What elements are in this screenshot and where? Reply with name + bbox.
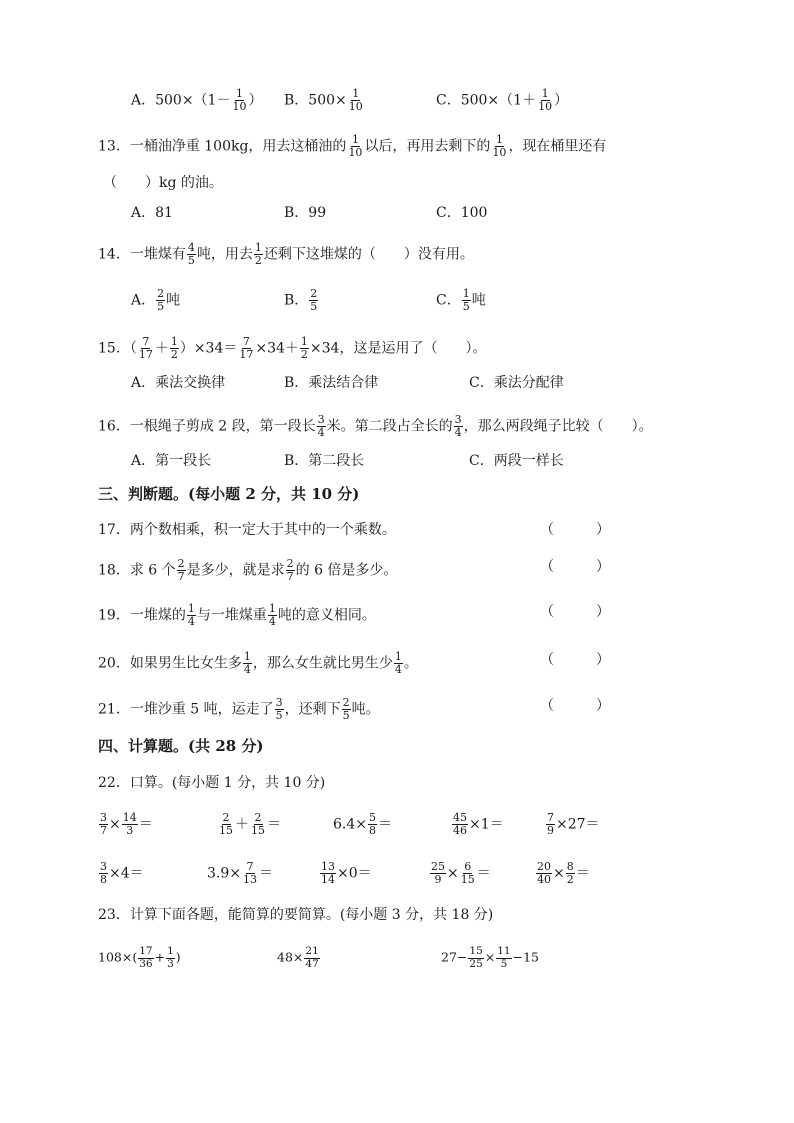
oral-calc-2: $\frac{2}{15}$ ＋ $\frac{2}{15}$ ＝ [219,811,281,838]
oral-calc-9: $\frac{25}{9}$ × $\frac{6}{15}$ ＝ [431,860,491,887]
oral-calc-7: 3.9× $\frac{7}{13}$ ＝ [207,860,273,887]
q12-option-a: A．500×（1－ $\frac{1}{10}$ ） [131,87,263,114]
oral-calc-5: $\frac{7}{9}$ ×27＝ [547,811,600,838]
question-20: 20．如果男生比女生多 $\frac{1}{4}$ ，那么女生就比男生少 $\frac{1}{4}$ 。 [98,650,418,677]
oral-calc-3: 6.4× $\frac{5}{8}$ ＝ [333,811,392,838]
fraction: $\frac{1}{2}$ [170,335,178,362]
question-23: 23．计算下面各题，能简算的要简算。(每小题 3 分，共 18 分) [98,907,494,923]
fraction: $\frac{7}{17}$ [138,335,153,362]
fraction: $\frac{7}{17}$ [239,335,254,362]
fraction: $\frac{2}{5}$ [157,287,165,314]
calc-expression-1: 108×( $\frac{17}{36}$ + $\frac{1}{3}$ ) [98,945,181,970]
fraction: $\frac{8}{2}$ [566,860,574,887]
fraction: $\frac{7}{13}$ [243,860,257,887]
fraction: $\frac{2}{5}$ [342,696,350,723]
q13-option-a: A．81 [131,205,173,221]
fraction: $\frac{17}{36}$ [139,945,153,970]
fraction: $\frac{1}{10}$ [232,87,247,114]
fraction: $\frac{1}{4}$ [187,602,195,629]
calc-expression-2: 48× $\frac{21}{47}$ [277,945,319,970]
fraction: $\frac{3}{5}$ [275,696,283,723]
question-21: 21．一堆沙重 5 吨，运走了 $\frac{3}{5}$ ，还剩下 $\frac{2}{5}$ 吨。 [98,696,380,723]
q15-option-c: C．乘法分配律 [469,375,564,391]
question-22: 22．口算。(每小题 1 分，共 10 分) [98,775,326,791]
fraction: $\frac{2}{5}$ [310,287,318,314]
fraction: $\frac{1}{5}$ [462,287,470,314]
oral-calc-1: $\frac{3}{7}$ × $\frac{14}{3}$ ＝ [100,811,153,838]
fraction: $\frac{1}{10}$ [348,87,363,114]
calc-expression-3: 27− $\frac{15}{25}$ × $\frac{11}{5}$ −15 [441,945,540,970]
fraction: $\frac{3}{4}$ [317,413,325,440]
fraction: $\frac{14}{3}$ [122,811,137,838]
fraction: $\frac{7}{9}$ [547,811,554,838]
answer-parens-18: （ ） [540,559,610,575]
fraction: $\frac{2}{7}$ [286,557,294,584]
q13-option-c: C．100 [436,205,488,221]
fraction: $\frac{3}{7}$ [100,811,107,838]
fraction: $\frac{2}{7}$ [177,557,185,584]
question-17: 17．两个数相乘，积一定大于其中的一个乘数。 [98,522,396,538]
q12-option-c: C．500×（1＋ $\frac{1}{10}$ ） [436,87,569,114]
fraction: $\frac{25}{9}$ [431,860,445,887]
q16-option-c: C．两段一样长 [469,453,564,469]
fraction: $\frac{2}{15}$ [219,811,233,838]
fraction: $\frac{1}{10}$ [538,87,553,114]
q14-option-c: C． $\frac{1}{5}$ 吨 [436,287,486,314]
fraction: $\frac{1}{2}$ [300,335,308,362]
q13-option-b: B．99 [284,205,327,221]
fraction: $\frac{45}{46}$ [453,811,467,838]
oral-calc-4: $\frac{45}{46}$ ×1＝ [453,811,504,838]
fraction: $\frac{1}{10}$ [348,133,363,160]
question-16: 16．一根绳子剪成 2 段，第一段长 $\frac{3}{4}$ 米。第二段占全长的 $\frac{3}{4}$ ，那么两段绳子比较（ ）。 [98,413,653,440]
fraction: $\frac{5}{8}$ [369,811,376,838]
fraction: $\frac{1}{3}$ [167,945,174,970]
oral-calc-8: $\frac{13}{14}$ ×0＝ [321,860,372,887]
question-19: 19．一堆煤的 $\frac{1}{4}$ 与一堆煤重 $\frac{1}{4}$ 吨的意义相同。 [98,602,376,629]
fraction: $\frac{1}{4}$ [394,650,402,677]
fraction: $\frac{1}{2}$ [254,241,262,268]
q15-option-a: A．乘法交换律 [131,375,226,391]
answer-parens-20: （ ） [540,652,610,668]
fraction: $\frac{11}{5}$ [497,945,511,970]
q14-option-b: B． $\frac{2}{5}$ [284,287,318,314]
fraction: $\frac{3}{4}$ [454,413,462,440]
q15-option-b: B．乘法结合律 [284,375,379,391]
fraction: $\frac{6}{15}$ [460,860,475,887]
section-4-heading: 四、计算题。(共 28 分) [98,737,264,755]
answer-parens-21: （ ） [540,698,610,714]
fraction: $\frac{1}{4}$ [243,650,251,677]
answer-parens-19: （ ） [540,604,610,620]
question-15: 15．（ $\frac{7}{17}$ ＋ $\frac{1}{2}$ ）×34＝ $\frac{7}{17}$ ×34＋ $\frac{1}{2}$ ×34，这是运用了（ ）。 [98,335,487,362]
fraction: $\frac{20}{40}$ [537,860,551,887]
q12-option-b: B．500× $\frac{1}{10}$ [284,87,363,114]
question-14: 14．一堆煤有 $\frac{4}{5}$ 吨，用去 $\frac{1}{2}$ 还剩下这堆煤的（ ）没有用。 [98,241,474,268]
question-13-line-2: （ ）kg 的油。 [103,175,223,191]
question-13: 13．一桶油净重 100kg，用去这桶油的 $\frac{1}{10}$ 以后，再用去剩下的 $\frac{1}{10}$ ，现在桶里还有 [98,133,607,160]
fraction: $\frac{1}{4}$ [268,602,276,629]
fraction: $\frac{2}{15}$ [251,811,265,838]
fraction: $\frac{4}{5}$ [187,241,195,268]
fraction: $\frac{15}{25}$ [469,945,483,970]
fraction: $\frac{13}{14}$ [321,860,335,887]
fraction: $\frac{21}{47}$ [305,945,319,970]
oral-calc-10: $\frac{20}{40}$ × $\frac{8}{2}$ ＝ [537,860,590,887]
q14-option-a: A． $\frac{2}{5}$ 吨 [131,287,181,314]
answer-parens-17: （ ） [540,522,610,538]
oral-calc-6: $\frac{3}{8}$ ×4＝ [100,860,144,887]
q16-option-a: A．第一段长 [131,453,212,469]
fraction: $\frac{1}{10}$ [492,133,507,160]
q16-option-b: B．第二段长 [284,453,365,469]
question-18: 18．求 6 个 $\frac{2}{7}$ 是多少，就是求 $\frac{2}{7}$ 的 6 倍是多少。 [98,557,398,584]
section-3-heading: 三、判断题。(每小题 2 分，共 10 分) [98,485,360,503]
fraction: $\frac{3}{8}$ [100,860,107,887]
